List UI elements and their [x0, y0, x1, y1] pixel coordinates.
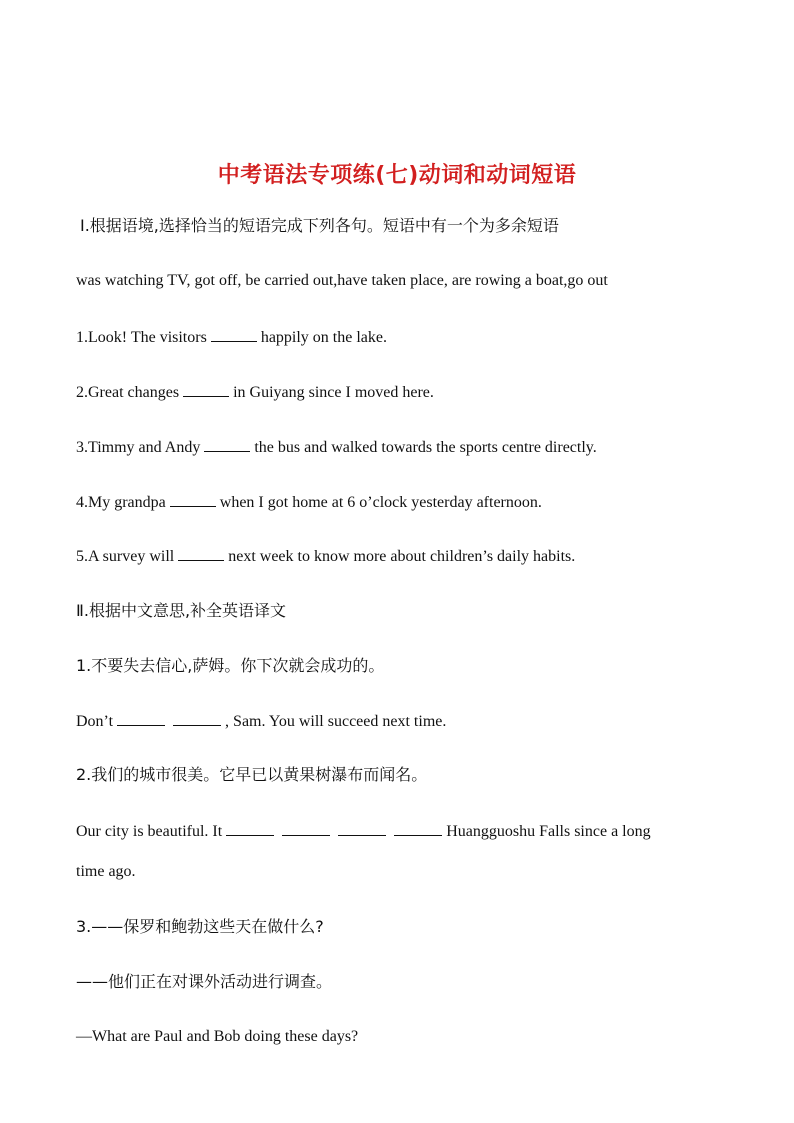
section2-heading: Ⅱ.根据中文意思,补全英语译文: [76, 601, 287, 620]
answer-blank[interactable]: [183, 383, 229, 397]
answer-blank[interactable]: [394, 822, 442, 836]
translation-2-english-cont: time ago.: [76, 863, 136, 880]
translation-1-chinese: 1.不要失去信心,萨姆。你下次就会成功的。: [76, 656, 385, 675]
question-3: [76, 438, 597, 456]
question-text: 1.Look! The visitors: [76, 329, 207, 346]
translation-3-chinese-question: 3.——保罗和鲍勃这些天在做什么?: [76, 917, 324, 936]
question-text: when I got home at 6 o’clock yesterday afternoon.: [219, 494, 542, 511]
sentence-text: , Sam. You will succeed next time.: [225, 713, 447, 730]
question-text: 4.My grandpa: [76, 494, 166, 511]
answer-blank[interactable]: [226, 822, 274, 836]
answer-blank[interactable]: [338, 822, 386, 836]
sentence-text: Our city is beautiful. It: [76, 823, 223, 840]
question-text: 3.Timmy and Andy: [76, 439, 201, 456]
question-text: 5.A survey will: [76, 548, 175, 565]
answer-blank[interactable]: [204, 438, 250, 452]
phrase-bank: was watching TV, got off, be carried out,have taken place, are rowing a boat,go out: [76, 272, 608, 289]
question-5: [76, 547, 575, 565]
translation-3-english-question: —What are Paul and Bob doing these days?: [76, 1028, 359, 1045]
answer-blank[interactable]: [211, 328, 257, 342]
question-1: [76, 328, 387, 346]
answer-blank[interactable]: [170, 493, 216, 507]
sentence-text: Don’t: [76, 713, 114, 730]
answer-blank[interactable]: [173, 712, 221, 726]
question-text: the bus and walked towards the sports centre directly.: [254, 439, 597, 456]
translation-3-chinese-answer: ——他们正在对课外活动进行调查。: [76, 972, 333, 991]
question-4: [76, 493, 542, 511]
section1-heading: Ⅰ.根据语境,选择恰当的短语完成下列各句。短语中有一个为多余短语: [80, 216, 559, 235]
answer-blank[interactable]: [117, 712, 165, 726]
question-text: in Guiyang since I moved here.: [233, 384, 434, 401]
translation-1-english: [76, 712, 446, 730]
sentence-text: Huangguoshu Falls since a long: [446, 823, 651, 840]
answer-blank[interactable]: [178, 547, 224, 561]
answer-blank[interactable]: [282, 822, 330, 836]
translation-2-english: [76, 822, 651, 840]
question-text: next week to know more about children’s daily habits.: [228, 548, 576, 565]
translation-2-chinese: 2.我们的城市很美。它早已以黄果树瀑布而闻名。: [76, 765, 428, 784]
page-title: 中考语法专项练(七)动词和动词短语: [217, 163, 577, 188]
question-text: happily on the lake.: [260, 329, 387, 346]
question-text: 2.Great changes: [76, 384, 180, 401]
question-2: [76, 383, 434, 401]
